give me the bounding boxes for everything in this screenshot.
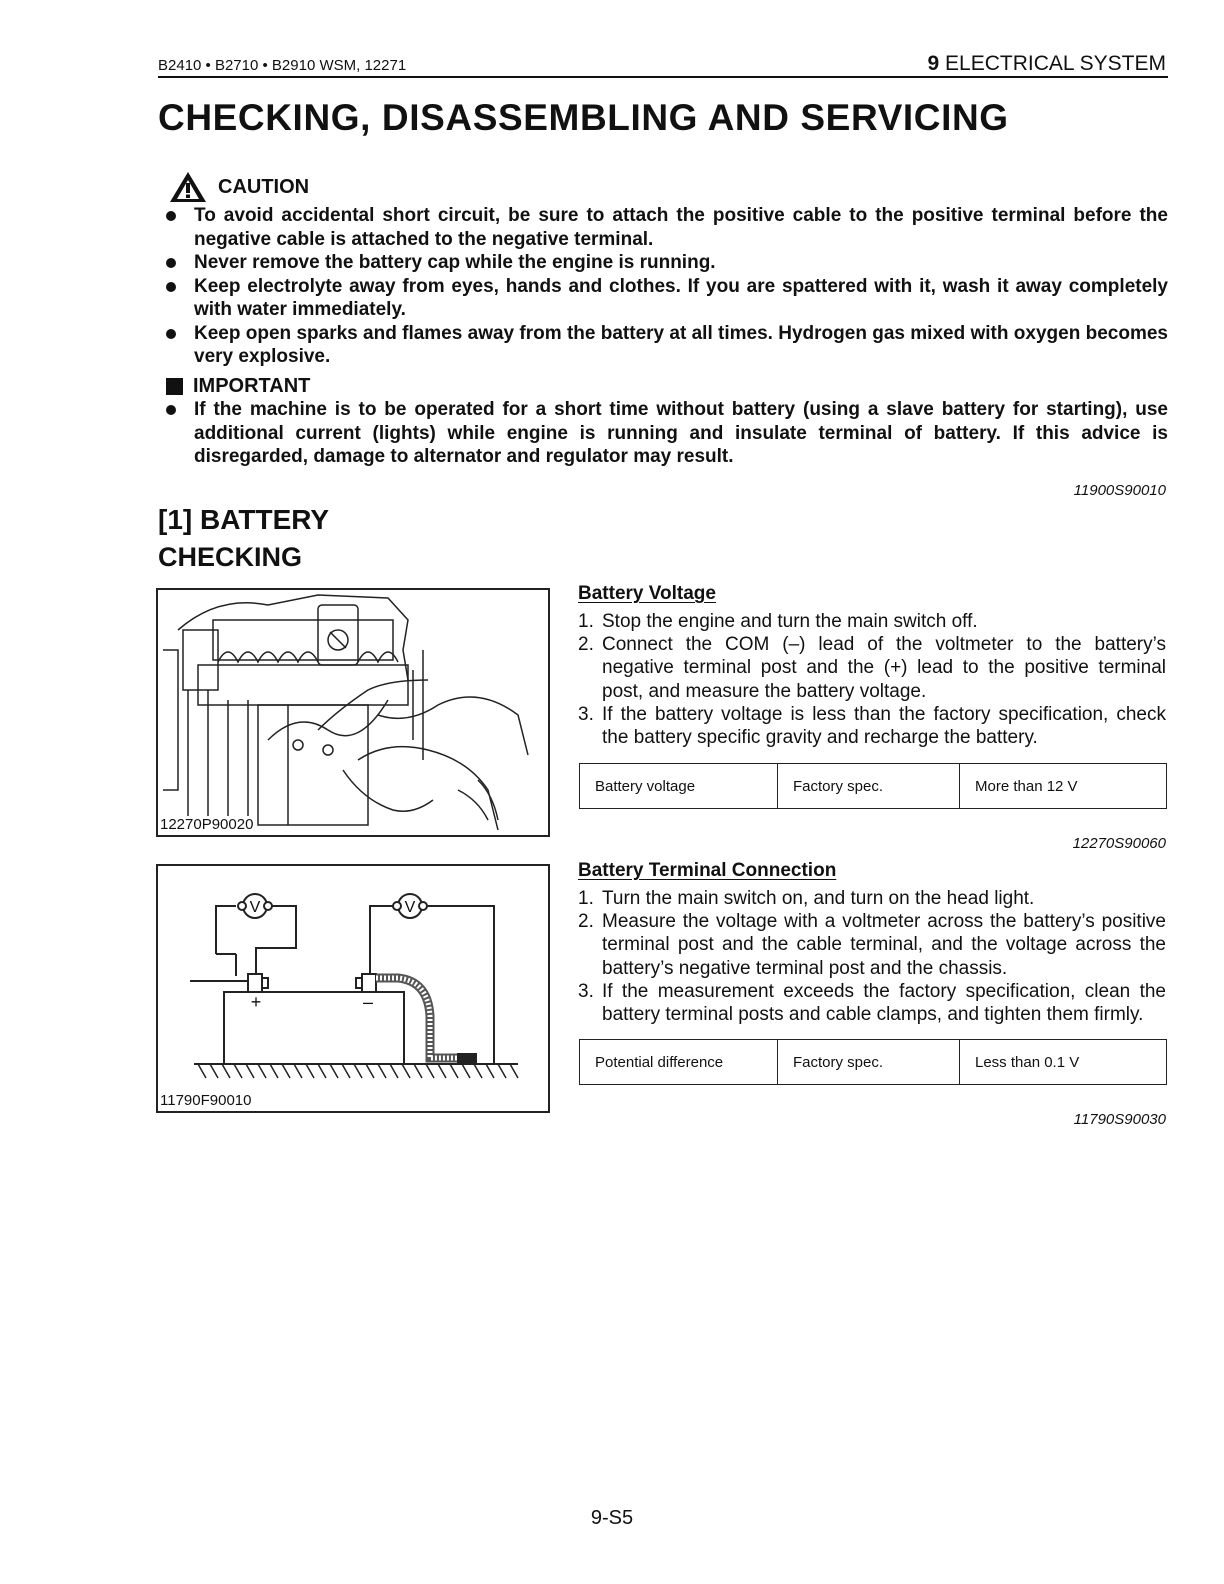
left-voltmeter-label: V	[249, 899, 261, 916]
battery-voltage-code: 12270S90060	[1072, 835, 1166, 852]
section-title: [1] BATTERY	[158, 504, 330, 535]
positive-symbol: +	[250, 992, 262, 1012]
warning-triangle-icon	[168, 170, 208, 204]
table-row	[580, 1040, 1167, 1085]
bullet-icon	[166, 211, 176, 221]
battery-terminal-spec-table	[579, 1039, 1167, 1085]
important-list	[166, 398, 1168, 469]
bullet-icon	[166, 258, 176, 268]
list-item: 1. Stop the engine and turn the main switch off.	[578, 611, 978, 632]
list-item: 3. If the battery voltage is less than the factory specification, check the battery specific gravity and recharge the battery.	[578, 703, 1166, 749]
spec-value-cell: Less than 0.1 V	[960, 1040, 1167, 1085]
battery-voltage-heading: Battery Voltage	[578, 583, 716, 604]
battery-terminal-diagram	[156, 864, 550, 1113]
list-item: 1. Turn the main switch on, and turn on the head light.	[578, 888, 1035, 909]
battery-terminal-code: 11790S90030	[1073, 1111, 1166, 1128]
header-section-title: 9 ELECTRICAL SYSTEM	[927, 52, 1166, 75]
page-number: 9-S5	[590, 1507, 634, 1529]
list-item: Keep open sparks and flames away from the battery at all times. Hydrogen gas mixed with oxygen becomes very explosive.	[166, 322, 1168, 369]
spec-label-cell: Factory spec.	[778, 1040, 960, 1085]
voltmeter-measurement-illustration	[158, 590, 548, 835]
section-subtitle: CHECKING	[158, 542, 303, 572]
list-item: To avoid accidental short circuit, be sure to attach the positive cable to the positive terminal before the negative cable is attached to the negative terminal.	[166, 204, 1168, 251]
battery-terminal-steps	[578, 887, 1166, 1026]
diagram-figure-code: 11790F90010	[160, 1092, 254, 1109]
battery-voltage-steps	[578, 610, 1166, 749]
header-rule	[158, 76, 1168, 78]
battery-voltage-photo	[156, 588, 550, 837]
battery-terminal-heading: Battery Terminal Connection	[578, 860, 837, 881]
spec-label-cell: Factory spec.	[778, 764, 960, 809]
intro-reference-code: 11900S90010	[1073, 482, 1166, 499]
header-model-list: B2410 • B2710 • B2910 WSM, 12271	[158, 57, 407, 74]
caution-label: CAUTION	[218, 175, 310, 198]
photo-figure-code: 12270P90020	[160, 816, 256, 833]
important-heading	[166, 375, 310, 398]
list-item: If the machine is to be operated for a short time without battery (using a slave battery for starting), use additional current (lights) while engine is running and insulate terminal of battery. If this advice is disregarded, damage to alternator and regulator may result.	[166, 398, 1168, 469]
list-item: 2. Connect the COM (–) lead of the voltmeter to the battery’s negative terminal post and the (+) lead to the positive terminal post, and measure the battery voltage.	[578, 634, 1166, 702]
terminal-connection-schematic	[158, 866, 548, 1111]
bullet-icon	[166, 405, 176, 415]
right-voltmeter-label: V	[404, 899, 416, 916]
important-label: IMPORTANT	[193, 375, 311, 397]
bullet-icon	[166, 282, 176, 292]
table-row	[580, 764, 1167, 809]
list-item: Keep electrolyte away from eyes, hands and clothes. If you are spattered with it, wash it away completely with water immediately.	[166, 275, 1168, 322]
spec-item-cell: Potential difference	[580, 1040, 778, 1085]
negative-symbol: –	[362, 992, 374, 1012]
caution-list	[166, 204, 1168, 369]
bullet-icon	[166, 329, 176, 339]
caution-heading	[168, 170, 309, 204]
page-title: CHECKING, DISASSEMBLING AND SERVICING	[158, 97, 1009, 138]
important-square-icon	[166, 378, 183, 395]
chassis-hatching	[198, 1064, 518, 1078]
battery-voltage-spec-table	[579, 763, 1167, 809]
spec-item-cell: Battery voltage	[580, 764, 778, 809]
list-item: 3. If the measurement exceeds the factory specification, clean the battery terminal posts and cable clamps, and tighten them firmly.	[578, 980, 1166, 1026]
list-item: Never remove the battery cap while the engine is running.	[166, 251, 1168, 275]
spec-value-cell: More than 12 V	[960, 764, 1167, 809]
list-item: 2. Measure the voltage with a voltmeter across the battery’s positive terminal post and the cable terminal, and the voltage across the battery’s negative terminal post and the chassis.	[578, 911, 1166, 979]
